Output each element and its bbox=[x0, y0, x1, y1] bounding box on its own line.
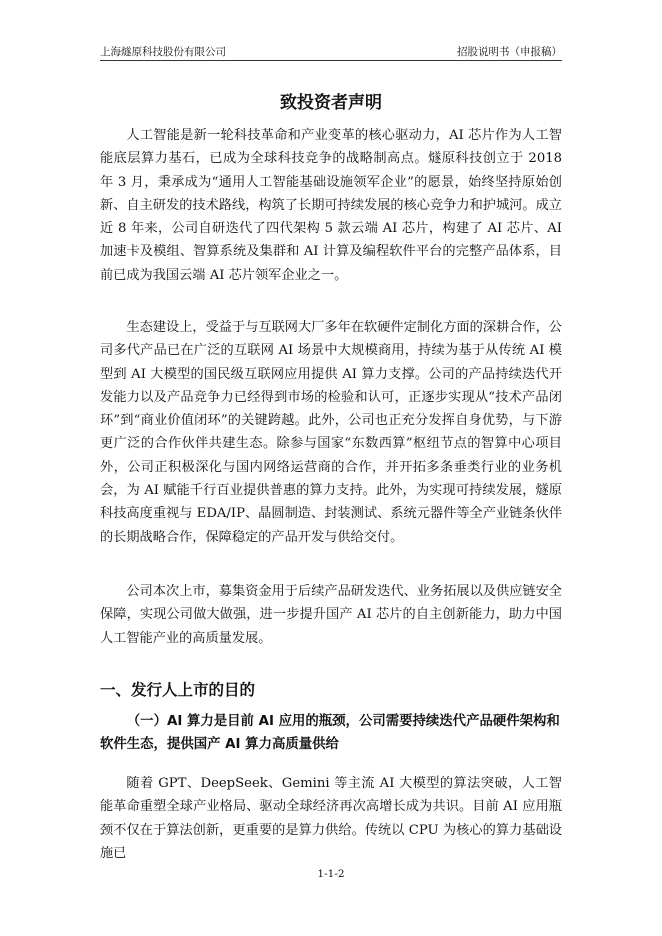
section-body bbox=[100, 772, 562, 865]
page-number: 1-1-2 bbox=[317, 868, 345, 880]
header-document-type: 招股说明书（申报稿） bbox=[457, 46, 562, 58]
page-title: 致投资者声明 bbox=[280, 93, 382, 113]
intro-paragraph-2: 生态建设上，受益于与互联网大厂多年在软硬件定制化方面的深耕合作，公司多代产品已在广泛的互联网 AI 场景中大规模商用，持续为基于从传统 AI 模型到 AI 大模型的国民级互联网应用提供 AI 算力支撑。公司的产品持续迭代开发能力以及产品竞争力已经得到市场的检验和认可，正逐步实现从“技术产品闭环”到“商业价值闭环”的关键跨越。此外，公司也正充分发挥自身优势，与下游更广泛的合作伙伴共建生态。除参与国家“东数西算”枢纽节点的智算中心项目外，公司正积极深化与国内网络运营商的合作，并开拓多条垂类行业的业务机会，为 AI 赋能千行百业提供普惠的算力支持。此外，为实现可持续发展，燧原科技高度重视与 EDA/IP、晶圆制造、封装测试、系统元器件等全产业链条伙伴的长期战略合作，保障稳定的产品开发与供给交付。 bbox=[100, 320, 562, 545]
page-header bbox=[100, 40, 562, 61]
intro-section-2 bbox=[100, 316, 562, 549]
intro-paragraph-3: 公司本次上市，募集资金用于后续产品研发迭代、业务拓展以及供应链安全保障，实现公司做大做强，进一步提升国产 AI 芯片的自主创新能力，助力中国人工智能产业的高质量发展。 bbox=[100, 584, 562, 646]
intro-paragraph-1: 人工智能是新一轮科技革命和产业变革的核心驱动力，AI 芯片作为人工智能底层算力基石，已成为全球科技竞争的战略制高点。燧原科技创立于 2018 年 3 月，秉承成为“通用人工智能基础设施领军企业”的愿景，始终坚持原始创新、自主研发的技术路线，构筑了长期可持续发展的核心竞争力和护城河。成立近 8 年来，公司自研迭代了四代架构 5 款云端 AI 芯片，构建了 AI 芯片、AI 加速卡及模组、智算系统及集群和 AI 计算及编程软件平台的完整产品体系，目前已成为我国云端 AI 芯片领军企业之一。 bbox=[100, 128, 562, 283]
section-subheading: （一）AI 算力是目前 AI 应用的瓶颈，公司需要持续迭代产品硬件架构和软件生态，提供国产 AI 算力高质量供给 bbox=[100, 714, 560, 752]
intro-section bbox=[100, 124, 562, 287]
intro-section-3 bbox=[100, 580, 562, 650]
header-company-name: 上海燧原科技股份有限公司 bbox=[100, 46, 226, 58]
section-heading: 一、发行人上市的目的 bbox=[100, 681, 256, 699]
section-paragraph: 随着 GPT、DeepSeek、Gemini 等主流 AI 大模型的算法突破，人工智能革命重塑全球产业格局、驱动全球经济再次高增长成为共识。目前 AI 应用瓶颈不仅在于算法创新，更重要的是算力供给。传统以 CPU 为核心的算力基础设施已 bbox=[100, 776, 562, 861]
